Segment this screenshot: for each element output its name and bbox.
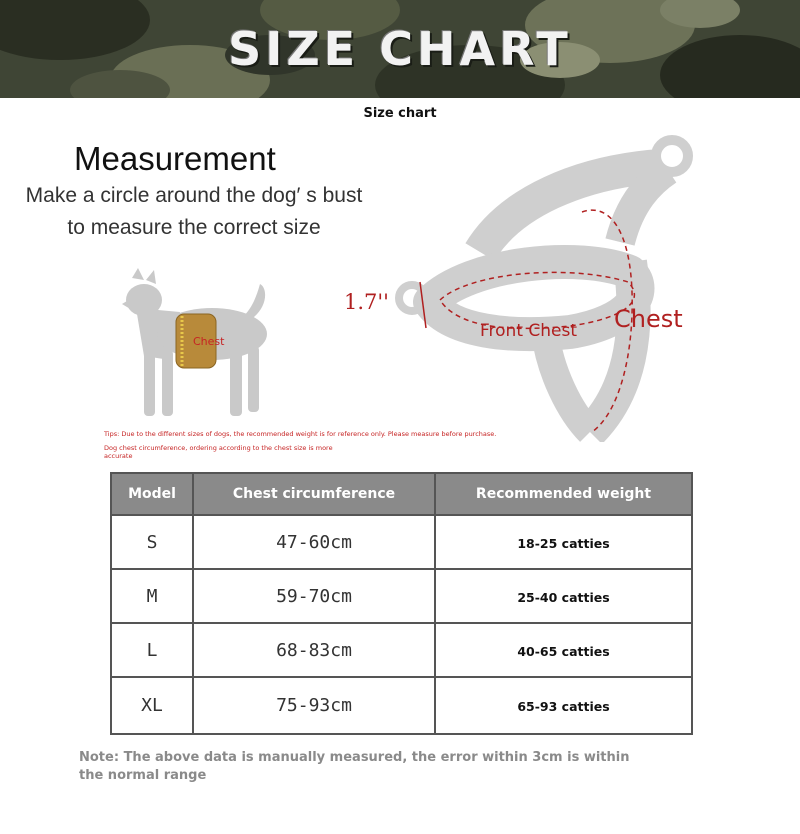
cell-weight: 65-93 catties (435, 677, 692, 734)
table-row (111, 515, 692, 569)
table-header-row (111, 473, 692, 515)
cell-model: S (111, 515, 193, 569)
cell-weight: 40-65 catties (435, 623, 692, 677)
header-chest-circumference: Chest circumference (193, 473, 435, 515)
measurement-line-1: Make a circle around the dog′ s bust (25, 184, 363, 207)
measurement-description (14, 180, 374, 244)
dog-chest-label: Chest (193, 335, 225, 348)
dog-illustration (110, 268, 270, 423)
table-row (111, 569, 692, 623)
cell-model: M (111, 569, 193, 623)
cell-weight: 18-25 catties (435, 515, 692, 569)
measurement-title: Measurement (74, 140, 276, 177)
front-chest-label: Front Chest (480, 321, 578, 341)
cell-chest: 68-83cm (193, 623, 435, 677)
header-recommended-weight: Recommended weight (435, 473, 692, 515)
note-text: Note: The above data is manually measured, the error within 3cm is within the normal range (79, 750, 630, 783)
cell-chest: 47-60cm (193, 515, 435, 569)
table-row (111, 677, 692, 734)
cell-weight: 25-40 catties (435, 569, 692, 623)
harness-chest-label: Chest (614, 305, 683, 333)
harness-width-label: 1.7'' (344, 290, 389, 314)
tip-text: Tips: Due to the different sizes of dogs, the recommended weight is for reference only. Please measure before purchase. (104, 430, 497, 438)
banner-title: SIZE CHART (228, 22, 572, 76)
cell-chest: 75-93cm (193, 677, 435, 734)
measurement-line-2: to measure the correct size (67, 216, 321, 239)
page-subtitle: Size chart (363, 106, 437, 121)
cell-model: L (111, 623, 193, 677)
cell-chest: 59-70cm (193, 569, 435, 623)
harness-illustration (330, 132, 710, 442)
header-model: Model (111, 473, 193, 515)
tip-chest-text: Dog chest circumference, ordering according to the chest size is more accurate (104, 444, 333, 460)
size-table (110, 472, 693, 735)
size-chart-banner (0, 0, 800, 98)
harness-straps (399, 140, 688, 432)
table-row (111, 623, 692, 677)
cell-model: XL (111, 677, 193, 734)
